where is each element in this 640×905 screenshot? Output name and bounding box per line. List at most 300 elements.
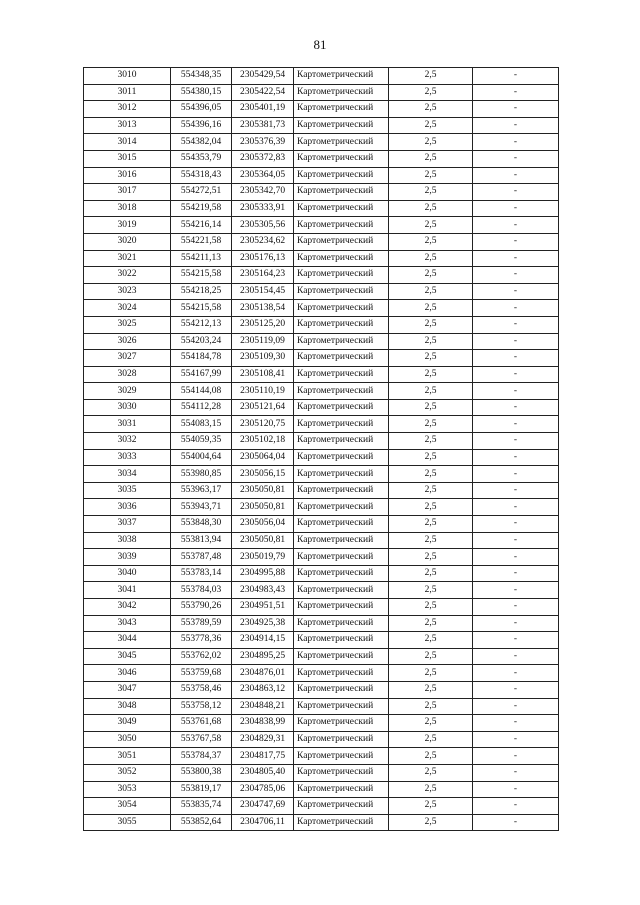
x-coordinate-cell: 554216,14	[171, 217, 232, 234]
method-cell: Картометрический	[294, 167, 389, 184]
y-coordinate-cell: 2305333,91	[232, 200, 294, 217]
accuracy-cell: 2,5	[389, 300, 473, 317]
method-cell: Картометрический	[294, 399, 389, 416]
point-number-cell: 3048	[84, 698, 171, 715]
x-coordinate-cell: 553758,46	[171, 681, 232, 698]
note-cell: -	[473, 200, 559, 217]
method-cell: Картометрический	[294, 449, 389, 466]
x-coordinate-cell: 554203,24	[171, 333, 232, 350]
point-number-cell: 3049	[84, 715, 171, 732]
method-cell: Картометрический	[294, 267, 389, 284]
note-cell: -	[473, 781, 559, 798]
x-coordinate-cell: 553789,59	[171, 615, 232, 632]
x-coordinate-cell: 553758,12	[171, 698, 232, 715]
note-cell: -	[473, 715, 559, 732]
note-cell: -	[473, 150, 559, 167]
x-coordinate-cell: 554219,58	[171, 200, 232, 217]
y-coordinate-cell: 2305050,81	[232, 482, 294, 499]
note-cell: -	[473, 748, 559, 765]
x-coordinate-cell: 553783,14	[171, 565, 232, 582]
point-number-cell: 3036	[84, 499, 171, 516]
accuracy-cell: 2,5	[389, 416, 473, 433]
table-row	[84, 781, 559, 798]
table-row	[84, 599, 559, 616]
accuracy-cell: 2,5	[389, 200, 473, 217]
note-cell: -	[473, 433, 559, 450]
x-coordinate-cell: 553852,64	[171, 814, 232, 831]
method-cell: Картометрический	[294, 648, 389, 665]
coordinates-table	[83, 67, 559, 831]
table-row	[84, 798, 559, 815]
accuracy-cell: 2,5	[389, 698, 473, 715]
table-row	[84, 366, 559, 383]
point-number-cell: 3037	[84, 516, 171, 533]
method-cell: Картометрический	[294, 366, 389, 383]
point-number-cell: 3047	[84, 681, 171, 698]
table-row	[84, 167, 559, 184]
accuracy-cell: 2,5	[389, 565, 473, 582]
y-coordinate-cell: 2304895,25	[232, 648, 294, 665]
point-number-cell: 3053	[84, 781, 171, 798]
point-number-cell: 3054	[84, 798, 171, 815]
note-cell: -	[473, 217, 559, 234]
accuracy-cell: 2,5	[389, 764, 473, 781]
method-cell: Картометрический	[294, 764, 389, 781]
accuracy-cell: 2,5	[389, 184, 473, 201]
y-coordinate-cell: 2305121,64	[232, 399, 294, 416]
accuracy-cell: 2,5	[389, 466, 473, 483]
note-cell: -	[473, 283, 559, 300]
table-row	[84, 117, 559, 134]
y-coordinate-cell: 2305364,05	[232, 167, 294, 184]
note-cell: -	[473, 68, 559, 85]
table-row	[84, 549, 559, 566]
x-coordinate-cell: 553980,85	[171, 466, 232, 483]
note-cell: -	[473, 134, 559, 151]
x-coordinate-cell: 553767,58	[171, 731, 232, 748]
accuracy-cell: 2,5	[389, 681, 473, 698]
method-cell: Картометрический	[294, 632, 389, 649]
method-cell: Картометрический	[294, 383, 389, 400]
y-coordinate-cell: 2305019,79	[232, 549, 294, 566]
table-row	[84, 565, 559, 582]
y-coordinate-cell: 2305164,23	[232, 267, 294, 284]
x-coordinate-cell: 553787,48	[171, 549, 232, 566]
x-coordinate-cell: 554382,04	[171, 134, 232, 151]
y-coordinate-cell: 2305109,30	[232, 350, 294, 367]
table-row	[84, 399, 559, 416]
table-row	[84, 101, 559, 118]
accuracy-cell: 2,5	[389, 449, 473, 466]
y-coordinate-cell: 2304817,75	[232, 748, 294, 765]
y-coordinate-cell: 2304848,21	[232, 698, 294, 715]
point-number-cell: 3050	[84, 731, 171, 748]
x-coordinate-cell: 553963,17	[171, 482, 232, 499]
y-coordinate-cell: 2304706,11	[232, 814, 294, 831]
accuracy-cell: 2,5	[389, 366, 473, 383]
table-row	[84, 648, 559, 665]
method-cell: Картометрический	[294, 134, 389, 151]
table-row	[84, 233, 559, 250]
method-cell: Картометрический	[294, 250, 389, 267]
accuracy-cell: 2,5	[389, 715, 473, 732]
accuracy-cell: 2,5	[389, 582, 473, 599]
method-cell: Картометрический	[294, 233, 389, 250]
accuracy-cell: 2,5	[389, 233, 473, 250]
x-coordinate-cell: 553813,94	[171, 532, 232, 549]
point-number-cell: 3019	[84, 217, 171, 234]
method-cell: Картометрический	[294, 615, 389, 632]
accuracy-cell: 2,5	[389, 399, 473, 416]
point-number-cell: 3035	[84, 482, 171, 499]
note-cell: -	[473, 449, 559, 466]
accuracy-cell: 2,5	[389, 516, 473, 533]
note-cell: -	[473, 101, 559, 118]
accuracy-cell: 2,5	[389, 383, 473, 400]
x-coordinate-cell: 554380,15	[171, 84, 232, 101]
method-cell: Картометрический	[294, 814, 389, 831]
method-cell: Картометрический	[294, 466, 389, 483]
accuracy-cell: 2,5	[389, 101, 473, 118]
x-coordinate-cell: 553784,37	[171, 748, 232, 765]
y-coordinate-cell: 2304951,51	[232, 599, 294, 616]
accuracy-cell: 2,5	[389, 748, 473, 765]
note-cell: -	[473, 549, 559, 566]
y-coordinate-cell: 2304785,06	[232, 781, 294, 798]
note-cell: -	[473, 615, 559, 632]
point-number-cell: 3030	[84, 399, 171, 416]
x-coordinate-cell: 554059,35	[171, 433, 232, 450]
point-number-cell: 3026	[84, 333, 171, 350]
note-cell: -	[473, 582, 559, 599]
accuracy-cell: 2,5	[389, 267, 473, 284]
x-coordinate-cell: 553761,68	[171, 715, 232, 732]
y-coordinate-cell: 2305138,54	[232, 300, 294, 317]
method-cell: Картометрический	[294, 84, 389, 101]
note-cell: -	[473, 731, 559, 748]
table-row	[84, 283, 559, 300]
method-cell: Картометрический	[294, 283, 389, 300]
y-coordinate-cell: 2304838,99	[232, 715, 294, 732]
method-cell: Картометрический	[294, 416, 389, 433]
y-coordinate-cell: 2305050,81	[232, 532, 294, 549]
point-number-cell: 3015	[84, 150, 171, 167]
method-cell: Картометрический	[294, 565, 389, 582]
x-coordinate-cell: 554396,16	[171, 117, 232, 134]
accuracy-cell: 2,5	[389, 648, 473, 665]
point-number-cell: 3034	[84, 466, 171, 483]
table-row	[84, 681, 559, 698]
x-coordinate-cell: 554353,79	[171, 150, 232, 167]
accuracy-cell: 2,5	[389, 482, 473, 499]
page-number: 81	[313, 37, 327, 52]
y-coordinate-cell: 2305050,81	[232, 499, 294, 516]
accuracy-cell: 2,5	[389, 350, 473, 367]
accuracy-cell: 2,5	[389, 798, 473, 815]
method-cell: Картометрический	[294, 316, 389, 333]
point-number-cell: 3014	[84, 134, 171, 151]
table-row	[84, 350, 559, 367]
accuracy-cell: 2,5	[389, 68, 473, 85]
accuracy-cell: 2,5	[389, 433, 473, 450]
y-coordinate-cell: 2305342,70	[232, 184, 294, 201]
method-cell: Картометрический	[294, 300, 389, 317]
method-cell: Картометрический	[294, 781, 389, 798]
x-coordinate-cell: 554004,64	[171, 449, 232, 466]
accuracy-cell: 2,5	[389, 84, 473, 101]
note-cell: -	[473, 233, 559, 250]
x-coordinate-cell: 553943,71	[171, 499, 232, 516]
y-coordinate-cell: 2305422,54	[232, 84, 294, 101]
x-coordinate-cell: 553762,02	[171, 648, 232, 665]
method-cell: Картометрический	[294, 101, 389, 118]
table-row	[84, 84, 559, 101]
y-coordinate-cell: 2304925,38	[232, 615, 294, 632]
x-coordinate-cell: 554112,28	[171, 399, 232, 416]
point-number-cell: 3045	[84, 648, 171, 665]
point-number-cell: 3024	[84, 300, 171, 317]
point-number-cell: 3023	[84, 283, 171, 300]
point-number-cell: 3022	[84, 267, 171, 284]
y-coordinate-cell: 2305056,04	[232, 516, 294, 533]
table-row	[84, 731, 559, 748]
method-cell: Картометрический	[294, 748, 389, 765]
y-coordinate-cell: 2305125,20	[232, 316, 294, 333]
x-coordinate-cell: 554083,15	[171, 416, 232, 433]
note-cell: -	[473, 499, 559, 516]
y-coordinate-cell: 2304805,40	[232, 764, 294, 781]
accuracy-cell: 2,5	[389, 781, 473, 798]
table-row	[84, 184, 559, 201]
method-cell: Картометрический	[294, 681, 389, 698]
note-cell: -	[473, 350, 559, 367]
accuracy-cell: 2,5	[389, 333, 473, 350]
method-cell: Картометрический	[294, 665, 389, 682]
accuracy-cell: 2,5	[389, 814, 473, 831]
point-number-cell: 3016	[84, 167, 171, 184]
table-row	[84, 582, 559, 599]
y-coordinate-cell: 2305401,19	[232, 101, 294, 118]
y-coordinate-cell: 2305372,83	[232, 150, 294, 167]
table-row	[84, 68, 559, 85]
note-cell: -	[473, 466, 559, 483]
point-number-cell: 3040	[84, 565, 171, 582]
accuracy-cell: 2,5	[389, 532, 473, 549]
note-cell: -	[473, 482, 559, 499]
point-number-cell: 3039	[84, 549, 171, 566]
table-row	[84, 200, 559, 217]
method-cell: Картометрический	[294, 68, 389, 85]
y-coordinate-cell: 2305381,73	[232, 117, 294, 134]
note-cell: -	[473, 416, 559, 433]
method-cell: Картометрический	[294, 350, 389, 367]
table-row	[84, 532, 559, 549]
y-coordinate-cell: 2305376,39	[232, 134, 294, 151]
point-number-cell: 3031	[84, 416, 171, 433]
table-row	[84, 150, 559, 167]
note-cell: -	[473, 267, 559, 284]
x-coordinate-cell: 553790,26	[171, 599, 232, 616]
x-coordinate-cell: 554144,08	[171, 383, 232, 400]
point-number-cell: 3046	[84, 665, 171, 682]
accuracy-cell: 2,5	[389, 731, 473, 748]
method-cell: Картометрический	[294, 482, 389, 499]
note-cell: -	[473, 184, 559, 201]
note-cell: -	[473, 167, 559, 184]
accuracy-cell: 2,5	[389, 632, 473, 649]
x-coordinate-cell: 554396,05	[171, 101, 232, 118]
point-number-cell: 3012	[84, 101, 171, 118]
method-cell: Картометрический	[294, 184, 389, 201]
accuracy-cell: 2,5	[389, 665, 473, 682]
point-number-cell: 3025	[84, 316, 171, 333]
x-coordinate-cell: 553759,68	[171, 665, 232, 682]
y-coordinate-cell: 2305056,15	[232, 466, 294, 483]
method-cell: Картометрический	[294, 698, 389, 715]
y-coordinate-cell: 2305102,18	[232, 433, 294, 450]
method-cell: Картометрический	[294, 333, 389, 350]
note-cell: -	[473, 316, 559, 333]
note-cell: -	[473, 383, 559, 400]
accuracy-cell: 2,5	[389, 549, 473, 566]
note-cell: -	[473, 399, 559, 416]
coordinates-table-body	[84, 68, 559, 831]
note-cell: -	[473, 516, 559, 533]
y-coordinate-cell: 2305119,09	[232, 333, 294, 350]
x-coordinate-cell: 554272,51	[171, 184, 232, 201]
table-row	[84, 134, 559, 151]
table-row	[84, 416, 559, 433]
x-coordinate-cell: 554215,58	[171, 300, 232, 317]
x-coordinate-cell: 554212,13	[171, 316, 232, 333]
note-cell: -	[473, 665, 559, 682]
point-number-cell: 3018	[84, 200, 171, 217]
point-number-cell: 3028	[84, 366, 171, 383]
y-coordinate-cell: 2304747,69	[232, 798, 294, 815]
x-coordinate-cell: 553848,30	[171, 516, 232, 533]
method-cell: Картометрический	[294, 150, 389, 167]
method-cell: Картометрический	[294, 731, 389, 748]
point-number-cell: 3011	[84, 84, 171, 101]
note-cell: -	[473, 300, 559, 317]
method-cell: Картометрический	[294, 117, 389, 134]
table-row	[84, 383, 559, 400]
table-row	[84, 764, 559, 781]
method-cell: Картометрический	[294, 599, 389, 616]
table-row	[84, 814, 559, 831]
point-number-cell: 3041	[84, 582, 171, 599]
x-coordinate-cell: 554218,25	[171, 283, 232, 300]
table-row	[84, 267, 559, 284]
method-cell: Картометрический	[294, 217, 389, 234]
y-coordinate-cell: 2305176,13	[232, 250, 294, 267]
x-coordinate-cell: 554215,58	[171, 267, 232, 284]
table-row	[84, 698, 559, 715]
point-number-cell: 3051	[84, 748, 171, 765]
method-cell: Картометрический	[294, 433, 389, 450]
y-coordinate-cell: 2305429,54	[232, 68, 294, 85]
x-coordinate-cell: 554318,43	[171, 167, 232, 184]
note-cell: -	[473, 366, 559, 383]
point-number-cell: 3052	[84, 764, 171, 781]
point-number-cell: 3044	[84, 632, 171, 649]
x-coordinate-cell: 554184,78	[171, 350, 232, 367]
table-row	[84, 482, 559, 499]
x-coordinate-cell: 554211,13	[171, 250, 232, 267]
y-coordinate-cell: 2304863,12	[232, 681, 294, 698]
note-cell: -	[473, 648, 559, 665]
note-cell: -	[473, 698, 559, 715]
point-number-cell: 3055	[84, 814, 171, 831]
point-number-cell: 3043	[84, 615, 171, 632]
point-number-cell: 3029	[84, 383, 171, 400]
table-row	[84, 715, 559, 732]
note-cell: -	[473, 599, 559, 616]
accuracy-cell: 2,5	[389, 167, 473, 184]
note-cell: -	[473, 681, 559, 698]
y-coordinate-cell: 2305234,62	[232, 233, 294, 250]
accuracy-cell: 2,5	[389, 217, 473, 234]
accuracy-cell: 2,5	[389, 134, 473, 151]
note-cell: -	[473, 333, 559, 350]
x-coordinate-cell: 554167,99	[171, 366, 232, 383]
table-row	[84, 449, 559, 466]
method-cell: Картометрический	[294, 549, 389, 566]
point-number-cell: 3042	[84, 599, 171, 616]
point-number-cell: 3010	[84, 68, 171, 85]
method-cell: Картометрический	[294, 499, 389, 516]
accuracy-cell: 2,5	[389, 250, 473, 267]
y-coordinate-cell: 2305154,45	[232, 283, 294, 300]
table-row	[84, 316, 559, 333]
table-row	[84, 466, 559, 483]
note-cell: -	[473, 532, 559, 549]
point-number-cell: 3020	[84, 233, 171, 250]
note-cell: -	[473, 798, 559, 815]
x-coordinate-cell: 554348,35	[171, 68, 232, 85]
note-cell: -	[473, 814, 559, 831]
method-cell: Картометрический	[294, 715, 389, 732]
table-row	[84, 300, 559, 317]
method-cell: Картометрический	[294, 516, 389, 533]
y-coordinate-cell: 2304995,88	[232, 565, 294, 582]
y-coordinate-cell: 2305110,19	[232, 383, 294, 400]
point-number-cell: 3013	[84, 117, 171, 134]
y-coordinate-cell: 2304914,15	[232, 632, 294, 649]
accuracy-cell: 2,5	[389, 615, 473, 632]
table-row	[84, 217, 559, 234]
y-coordinate-cell: 2304983,43	[232, 582, 294, 599]
note-cell: -	[473, 565, 559, 582]
accuracy-cell: 2,5	[389, 117, 473, 134]
x-coordinate-cell: 553835,74	[171, 798, 232, 815]
y-coordinate-cell: 2305064,04	[232, 449, 294, 466]
x-coordinate-cell: 553784,03	[171, 582, 232, 599]
note-cell: -	[473, 632, 559, 649]
table-row	[84, 516, 559, 533]
x-coordinate-cell: 553778,36	[171, 632, 232, 649]
x-coordinate-cell: 553800,38	[171, 764, 232, 781]
table-row	[84, 665, 559, 682]
point-number-cell: 3021	[84, 250, 171, 267]
note-cell: -	[473, 84, 559, 101]
table-row	[84, 250, 559, 267]
accuracy-cell: 2,5	[389, 283, 473, 300]
y-coordinate-cell: 2305305,56	[232, 217, 294, 234]
table-row	[84, 499, 559, 516]
table-row	[84, 632, 559, 649]
x-coordinate-cell: 554221,58	[171, 233, 232, 250]
